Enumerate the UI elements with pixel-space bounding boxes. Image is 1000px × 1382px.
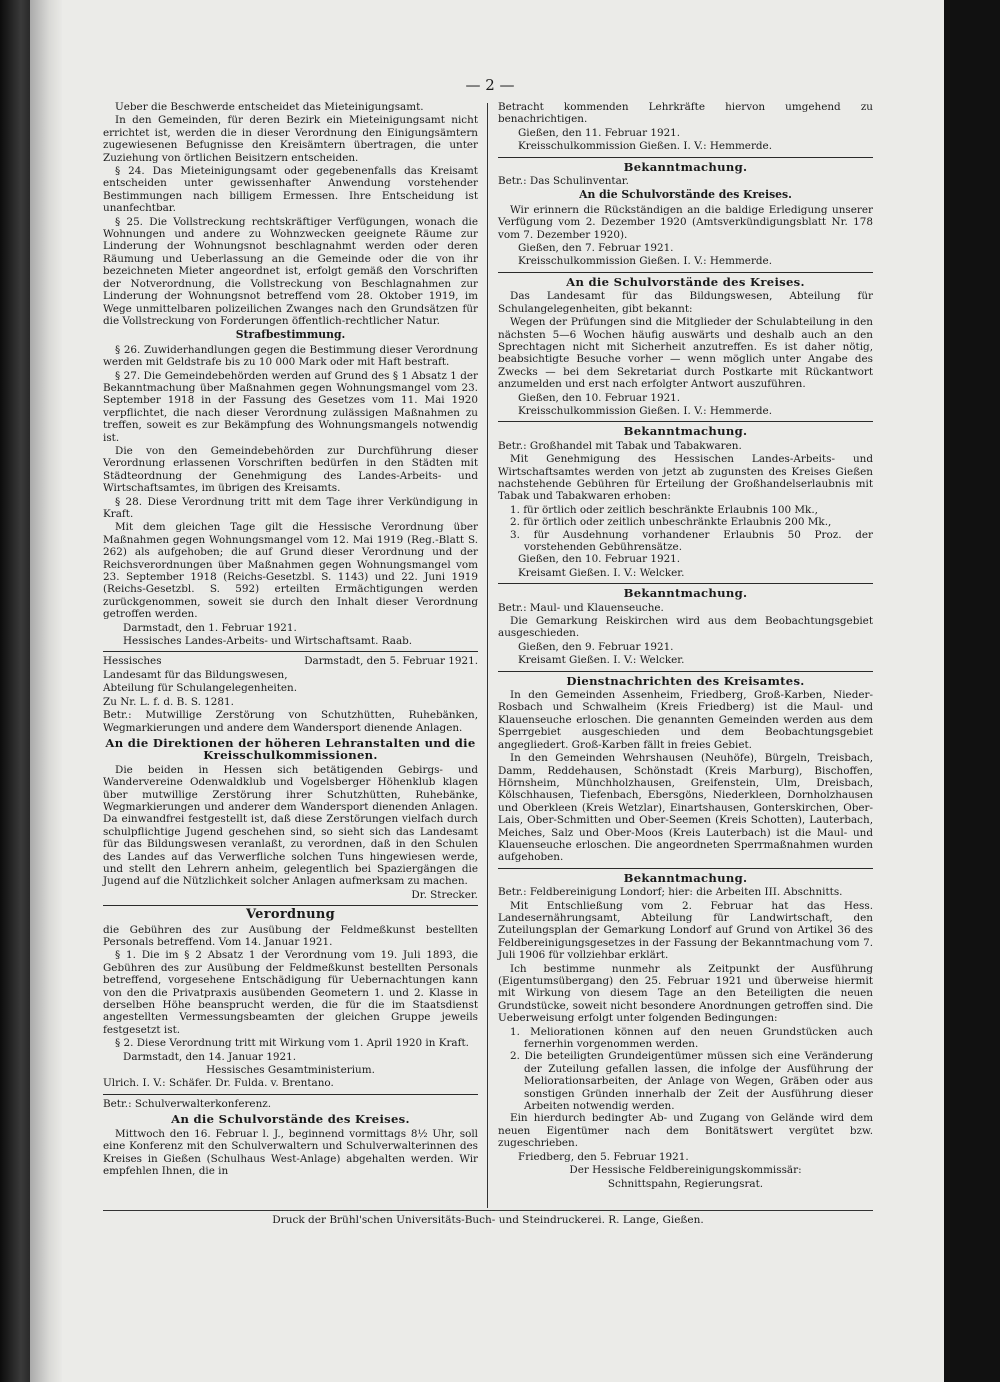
- signature: Kreisschulkommission Gießen. I. V.: Hemmerde.: [518, 140, 773, 153]
- subject-line: Betr.: Feldbereinigung Londorf; hier: die Arbeiten III. Abschnitts.: [498, 886, 843, 899]
- separator-rule: [498, 157, 873, 158]
- date-line: Gießen, den 10. Februar 1921.: [518, 553, 681, 566]
- signature: Dr. Strecker.: [411, 888, 478, 901]
- paragraph: § 25. Die Vollstreckung rechtskräftiger Verfügungen, wonach die Wohnungen und andere zu Wohnzwecken geeignete Räume zur Linderung der Wohnungsnot beschlagnahmt werden oder deren Räumung und Ueberlassung an die Gemeinde oder die von ihr bezeichneten Mieter angeordnet ist, erfolgt gemäß den Vorschriften der Notverordnung, die Vollstreckung von Beschlagnahmen zur Linderung der Wohnungsnot betreffend vom 28. Oktober 1919, im Wege unmittelbaren polizeilichen Zwanges nach den Grundsätzen für die Vollstreckung von Forderungen öffentlich-rechtlicher Natur.: [103, 215, 478, 327]
- signature: Schnittspahn, Regierungsrat.: [607, 1177, 764, 1190]
- date-line: Darmstadt, den 5. Februar 1921.: [304, 655, 478, 668]
- separator-rule: [103, 1094, 478, 1095]
- paragraph: Wegen der Prüfungen sind die Mitglieder der Schulabteilung in den nächsten 5—6 Wochen häufig auswärts und deshalb auch an den Sprechtagen nicht mit Sicherheit anzutreffen. Es ist daher nötig, beabsichtigte Besuche vorher — wenn möglich unter Angabe des Zwecks — bei dem Sekretariat durch Postkarte mit Rückantwort anzumelden und erst nach erfolgter Antwort auszuführen.: [498, 316, 873, 391]
- notice-heading: Bekanntmachung.: [623, 159, 748, 174]
- paragraph: In den Gemeinden Assenheim, Friedberg, Groß-Karben, Nieder-Rosbach und Schwalheim (Kreis Friedberg) ist die Maul- und Klauenseuche erloschen. Die genannten Gemeinden werden aus dem Sperrgebiet ausgeschieden und dem Beobachtungsgebiet angegliedert. Groß-Karben fällt in freies Gebiet.: [498, 689, 873, 751]
- paragraph: Die beiden in Hessen sich betätigenden Gebirgs- und Wandervereine Odenwaldklub und Vogelsberger Höhenklub klagen über mutwillige Zerstörung ihrer Schutzhütten, Ruhebänke, Wegmarkierungen und anderer dem Wandersport dienenden Anlagen. Da einwandfrei festgestellt ist, daß diese Zerstörungen vielfach durch schulpflichtige Jugend geschehen sind, so sieht sich das Landesamt für das Bildungswesen veranlaßt, zu verordnen, daß in den Schulen des Landes auf das Verwerfliche solchen Tuns hingewiesen werde, und stellt den Lehrern anheim, gelegentlich bei Spaziergängen die Jugend auf die Nützlichkeit solcher Anlagen aufmerksam zu machen.: [103, 763, 478, 888]
- date-line: Friedberg, den 5. Februar 1921.: [518, 1150, 689, 1163]
- book-binding-shadow: [0, 0, 30, 1382]
- paragraph: In den Gemeinden Wehrshausen (Neuhöfe), Bürgeln, Treisbach, Damm, Reddehausen, Schönstadt (Kreis Marburg), Bischoffen, Hörnsheim, Münchholzhausen, Greifenstein, Ulm, Dreisbach, Kölschhausen, Tiefenbach, Ebersgöns, Niederkleen, Dornholzhausen und Oberkleen (Kreis Wetzlar), Einartshausen, Gonterskirchen, Ober-Lais, Ober-Schmitten und Ober-Seemen (Kreis Schotten), Lauterbach, Meiches, Salz und Ober-Moos (Kreis Lauterbach) ist die Maul- und Klauenseuche erloschen. Die angeordneten Sperrmaßnahmen wurden aufgehoben.: [498, 752, 873, 864]
- section-heading: Strafbestimmung.: [235, 328, 346, 342]
- paragraph: Die von den Gemeindebehörden zur Durchführung dieser Verordnung erlassenen Vorschriften bedürfen in den Städten mit Städteordnung der Genehmigung des Landes-Arbeits- und Wirtschaftsamtes, im übrigen des Kreisamts.: [103, 444, 478, 495]
- column-divider: [487, 103, 488, 1208]
- date-line: Gießen, den 7. Februar 1921.: [518, 242, 674, 255]
- signature: Ulrich. I. V.: Schäfer. Dr. Fulda. v. Brentano.: [103, 1077, 334, 1090]
- paragraph: Ueber die Beschwerde entscheidet das Mieteinigungsamt.: [115, 101, 424, 113]
- date-line: Darmstadt, den 1. Februar 1921.: [123, 621, 297, 634]
- separator-rule: [103, 905, 478, 906]
- separator-rule: [498, 868, 873, 869]
- date-line: Gießen, den 9. Februar 1921.: [518, 640, 674, 653]
- paragraph: Mit Genehmigung des Hessischen Landes-Arbeits- und Wirtschaftsamtes werden von jetzt ab zugunsten des Kreises Gießen nachstehende Gebühren für Erteilung der Großhandelserlaubnis mit Tabak und Tabakwaren erhoben:: [498, 453, 873, 503]
- separator-rule: [103, 651, 478, 652]
- signature: Hessisches Landes-Arbeits- und Wirtschaftsamt. Raab.: [123, 635, 413, 648]
- subject-line: Betr.: Das Schulinventar.: [498, 175, 629, 188]
- paragraph: § 1. Die im § 2 Absatz 1 der Verordnung vom 19. Juli 1893, die Gebühren des zur Ausübung der Feldmeßkunst bestellten Personals betreffend, vorgesehene Entschädigung für Uebernachtungen kann von den die Privatpraxis ausübenden Geometern 1. und 2. Klasse in derselben Höhe beansprucht werden, die für die im Staatsdienst angestellten Vermessungsbeamten der gleichen Gruppe jeweils festgesetzt ist.: [103, 949, 478, 1036]
- paragraph: § 2. Diese Verordnung tritt mit Wirkung vom 1. April 1920 in Kraft.: [115, 1037, 469, 1050]
- paragraph: Wir erinnern die Rückständigen an die baldige Erledigung unserer Verfügung vom 2. Dezember 1920 (Amtsverkündigungsblatt Nr. 178 vom 7. Dezember 1920).: [498, 203, 873, 241]
- list-item: 1. Meliorationen können auf den neuen Grundstücken auch fernerhin vorgenommen werden.: [510, 1025, 873, 1051]
- dark-background: [944, 0, 1000, 1382]
- signature: Kreisschulkommission Gießen. I. V.: Hemmerde.: [518, 404, 773, 417]
- right-column: [498, 101, 873, 1191]
- paragraph: § 24. Das Mieteinigungsamt oder gegebenenfalls das Kreisamt entscheiden unter gewissenhafter Anwendung vorstehender Bestimmungen nach billigem Ermessen. Ihre Entscheidung ist unanfechtbar.: [103, 165, 478, 215]
- notice-subtitle: die Gebühren des zur Ausübung der Feldmeßkunst bestellten Personals betreffend. Vom 14. Januar 1921.: [103, 923, 478, 948]
- office-line: Landesamt für das Bildungswesen,: [103, 668, 288, 681]
- date-line: Gießen, den 10. Februar 1921.: [518, 391, 681, 404]
- subject-line: Betr.: Mutwillige Zerstörung von Schutzhütten, Ruhebänken, Wegmarkierungen und andere dem Wandersport dienende Anlagen.: [103, 709, 478, 734]
- bottom-rule: [103, 1210, 873, 1211]
- separator-rule: [498, 272, 873, 273]
- paragraph: § 28. Diese Verordnung tritt mit dem Tage ihrer Verkündigung in Kraft.: [103, 495, 478, 520]
- paragraph: § 27. Die Gemeindebehörden werden auf Grund des § 1 Absatz 1 der Bekanntmachung über Maßnahmen gegen Wohnungsmangel vom 23. September 1918 in der Fassung des Gesetzes vom 11. Mai 1920 verpflichtet, die nach dieser Verordnung zulässigen Maßnahmen zu treffen, soweit es zur Bekämpfung des Wohnungsmangels notwendig ist.: [103, 369, 478, 444]
- signature: Kreisschulkommission Gießen. I. V.: Hemmerde.: [518, 255, 773, 268]
- paragraph: Betracht kommenden Lehrkräfte hiervon umgehend zu benachrichtigen.: [498, 101, 873, 126]
- separator-rule: [498, 583, 873, 584]
- subject-line: Betr.: Schulverwalterkonferenz.: [103, 1097, 272, 1110]
- list-item: 3. für Ausdehnung vorhandener Erlaubnis 50 Proz. der vorstehenden Gebührensätze.: [510, 528, 873, 553]
- paragraph: Das Landesamt für das Bildungswesen, Abteilung für Schulangelegenheiten, gibt bekannt:: [498, 290, 873, 315]
- list-item: 2. Die beteiligten Grundeigentümer müssen sich eine Veränderung der Zuteilung gefallen lassen, die infolge der Ausführung der Meliorationsarbeiten, der Anlage von Wegen, Gräben oder aus sonstigen Gründen innerhalb der Zeit der Ausführung dieser Arbeiten notwendig werden.: [510, 1050, 873, 1113]
- reference-number: Zu Nr. L. f. d. B. S. 1281.: [103, 695, 234, 708]
- page-gutter-shadow: [30, 0, 62, 1382]
- notice-heading: An die Schulvorstände des Kreises.: [171, 1112, 410, 1127]
- subject-line: Betr.: Großhandel mit Tabak und Tabakwaren.: [498, 439, 742, 452]
- left-column: [103, 101, 478, 1178]
- office-name: Hessisches: [103, 655, 162, 668]
- paragraph: Ein hierdurch bedingter Ab- und Zugang von Gelände wird dem neuen Eigentümer nach dem Bonitätswert vergütet bzw. zugeschrieben.: [498, 1112, 873, 1150]
- paragraph: Die Gemarkung Reiskirchen wird aus dem Beobachtungsgebiet ausgeschieden.: [498, 615, 873, 640]
- paragraph: § 26. Zuwiderhandlungen gegen die Bestimmung dieser Verordnung werden mit Geldstrafe bis zu 10 000 Mark oder mit Haft bestraft.: [103, 343, 478, 369]
- notice-subheading: An die Schulvorstände des Kreises.: [579, 188, 792, 202]
- notice-heading: An die Schulvorstände des Kreises.: [566, 274, 805, 289]
- signature: Kreisamt Gießen. I. V.: Welcker.: [518, 566, 685, 579]
- list-item: 2. für örtlich oder zeitlich unbeschränkte Erlaubnis 200 Mk.,: [510, 516, 832, 529]
- paragraph: Mit Entschließung vom 2. Februar hat das Hess. Landesernährungsamt, Abteilung für Landwirtschaft, den Zuteilungsplan der Gemarkung Londorf auf Grund von Artikel 36 des Feldbereinigungsgesetzes in der Fassung der Bekanntmachung vom 7. Juli 1906 für vollziehbar erklärt.: [498, 899, 873, 962]
- notice-heading: Dienstnachrichten des Kreisamtes.: [566, 673, 805, 688]
- signature: Kreisamt Gießen. I. V.: Welcker.: [518, 654, 685, 667]
- separator-rule: [498, 421, 873, 422]
- notice-heading: Bekanntmachung.: [623, 586, 748, 601]
- notice-heading: Bekanntmachung.: [623, 870, 748, 885]
- notice-heading: An die Direktionen der höheren Lehranstalten und die Kreisschulkommissionen.: [105, 735, 476, 763]
- notice-heading: Bekanntmachung.: [623, 424, 748, 439]
- subject-line: Betr.: Maul- und Klauenseuche.: [498, 601, 664, 614]
- separator-rule: [498, 671, 873, 672]
- paragraph: Mit dem gleichen Tage gilt die Hessische Verordnung über Maßnahmen gegen Wohnungsmangel vom 12. Mai 1919 (Reg.-Blatt S. 262) als aufgehoben; die auf Grund dieser Verordnung und der Reichsverordnungen über Maßnahmen gegen Wohnungsmangel vom 23. September 1918 (Reichs-Gesetzbl. S. 1143) und 22. Juni 1919 (Reichs-Gesetzbl. S. 592) erteilten Ermächtigungen werden zurückgenommen, soweit sie durch den Inhalt dieser Verordnung getroffen werden.: [103, 521, 478, 621]
- date-line: Darmstadt, den 14. Januar 1921.: [123, 1050, 297, 1063]
- office-line: Abteilung für Schulangelegenheiten.: [103, 682, 298, 695]
- office-header: [103, 655, 478, 667]
- page-number: — 2 —: [465, 76, 515, 94]
- signature: Der Hessische Feldbereinigungskommissär:: [569, 1164, 802, 1177]
- printer-imprint: Druck der Brühl'schen Universitäts-Buch- und Steindruckerei. R. Lange, Gießen.: [272, 1214, 704, 1226]
- notice-heading: Verordnung: [245, 907, 336, 923]
- paragraph: In den Gemeinden, für deren Bezirk ein Mieteinigungsamt nicht errichtet ist, werden die in dieser Verordnung den Einigungsämtern zugewiesenen Befugnisse den Kreisämtern übertragen, die unter Zuziehung von örtlichen Beisitzern entscheiden.: [103, 114, 478, 164]
- signature: Hessisches Gesamtministerium.: [206, 1064, 375, 1077]
- list-item: 1. für örtlich oder zeitlich beschränkte Erlaubnis 100 Mk.,: [510, 503, 818, 516]
- paragraph: Ich bestimme nunmehr als Zeitpunkt der Ausführung (Eigentumsübergang) den 25. Februar 1921 und überweise hiermit mit Wirkung von diesem Tage an den Beteiligten die neuen Grundstücke, soweit nicht besondere Anordnungen getroffen sind. Die Ueberweisung erfolgt unter folgenden Bedingungen:: [498, 962, 873, 1025]
- date-line: Gießen, den 11. Februar 1921.: [518, 126, 681, 139]
- paragraph: Mittwoch den 16. Februar l. J., beginnend vormittags 8½ Uhr, soll eine Konferenz mit den Schulverwaltern und Schulverwalterinnen des Kreises in Gießen (Schulhaus West-Anlage) abgehalten werden. Wir empfehlen Ihnen, die in: [103, 1127, 478, 1177]
